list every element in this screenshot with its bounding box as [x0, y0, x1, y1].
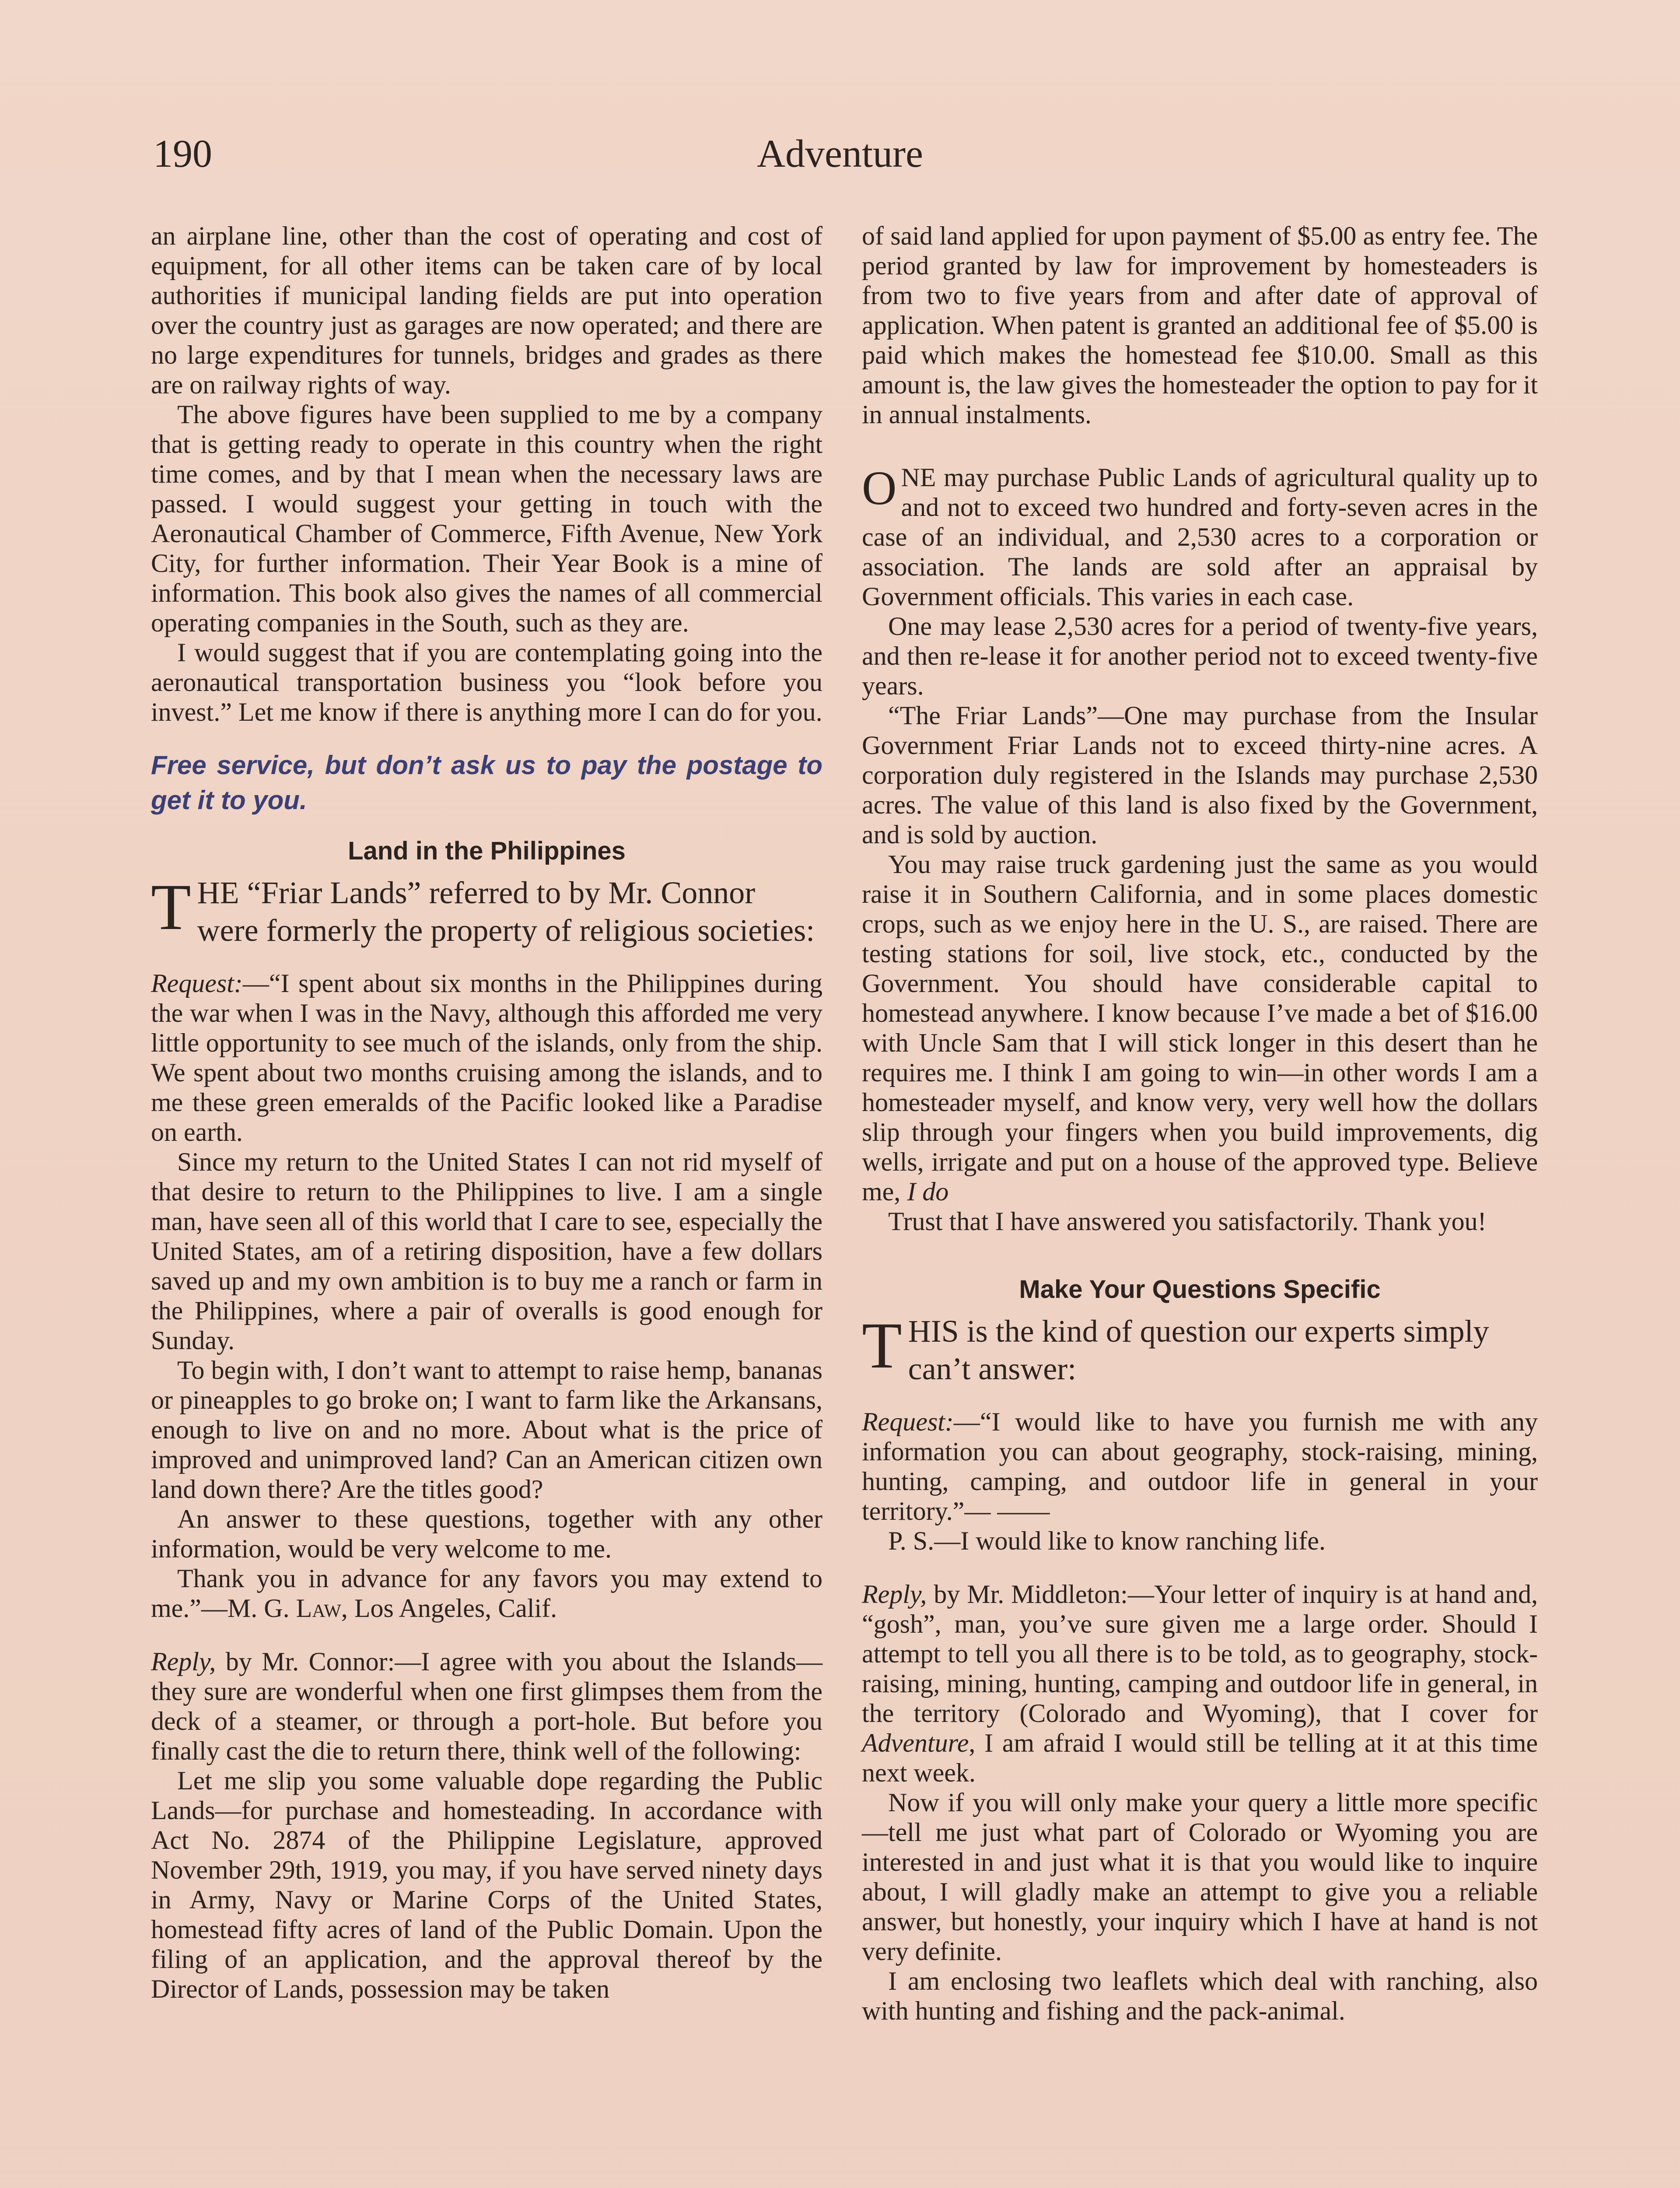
reply-text: by Mr. Connor:—I agree with you about the Islands—they sure are wonderful when one first glimpses them from the deck of a steamer, or through a port-hole. But before you finally cast the die to return there, think well of the following: — [151, 1647, 822, 1765]
paragraph: I am enclosing two leaflets which deal with ranching, also with hunting and fishing and the pack-animal. — [862, 1967, 1538, 2025]
request-label: Request: — [862, 1407, 954, 1436]
paragraph: Let me slip you some valuable dope regarding the Public Lands—for purchase and homesteading. In accordance with Act No. 2874 of the Philippine Legislature, approved November 29th, 1919, you may, if you have served ninety days in Army, Navy or Marine Corps of the United States, homestead fifty acres of land of the Public Domain. Upon the filing of an application, and the approval thereof by the Director of Lands, possession may be taken — [151, 1766, 822, 2003]
magazine-title: Adventure — [862, 1729, 969, 1757]
drop-cap: T — [151, 871, 191, 943]
paragraph — [862, 849, 1538, 1206]
signoff-text: Thank you in advance for any favors you may extend to me.”—M. G. — [151, 1564, 822, 1623]
lead-paragraph — [151, 871, 822, 949]
paragraph-text: You may raise truck gardening just the same as you would raise it in Southern California, and in some places domestic crops, such as we enjoy here in the U. S., are raised. There are testing stations for soil, live stock, etc., conducted by the Government. You should have considerable capital to homestead anywhere. I know because I’ve made a bet of $16.00 with Uncle Sam that I will stick longer in this desert than he requires me. I think I am going to win—in other words I am a homesteader myself, and know very, very well how the dollars slip through your fingers when you build improvements, dig wells, irrigate and put on a house of the approved type. Believe me, — [862, 850, 1538, 1206]
drop-cap: O — [862, 461, 897, 515]
page-number: 190 — [153, 132, 212, 175]
reply-paragraph — [862, 1579, 1538, 1788]
paragraph: To begin with, I don’t want to attempt to raise hemp, bananas or pineapples to go broke on; I want to farm like the Arkansans, enough to live on and no more. About what is the price of improved and unimproved land? Can an American citizen own land down there? Are the titles good? — [151, 1356, 822, 1504]
signoff-name: Law — [296, 1594, 341, 1623]
paragraph: “The Friar Lands”—One may purchase from the Insular Government Friar Lands not to exceed thirty-nine acres. A corporation duly registered in the Islands may purchase 2,530 acres. The value of this land is also fixed by the Government, and is sold by auction. — [862, 701, 1538, 849]
request-text: —“I would like to have you furnish me with any information you can about geography, stock-raising, mining, hunting, camping, and outdoor life in general in your territory.”— —— — [862, 1407, 1538, 1525]
paragraph: Now if you will only make your query a little more specific—tell me just what part of Colorado or Wyoming you are interested in and just what it is that you would like to inquire about, I will gladly make an attempt to give you a reliable answer, but honestly, your inquiry which I have at hand is not very definite. — [862, 1788, 1538, 1966]
reply-label: Reply, — [862, 1580, 927, 1609]
lead-text: NE may purchase Public Lands of agricultural quality up to and not to exceed two hundred and forty-seven acres in the case of an individual, and 2,530 acres to a corporation or association. The lands are sold after an appraisal by Government officials. This varies in each case. — [862, 463, 1538, 611]
signoff-paragraph — [151, 1564, 822, 1623]
paragraph: I would suggest that if you are contemplating going into the aeronautical transportation business you “look before you invest.” Let me know if there is anything more I can do for you. — [151, 638, 822, 726]
paragraph: An answer to these questions, together with any other information, would be very welcome to me. — [151, 1504, 822, 1563]
paragraph: The above figures have been supplied to me by a company that is getting ready to operate in this country when the right time comes, and by that I mean when the necessary laws are passed. I would suggest your getting in touch with the Aeronautical Chamber of Commerce, Fifth Avenue, New York City, for further information. Their Year Book is a mine of information. This book also gives the names of all commercial operating companies in the South, such as they are. — [151, 400, 822, 637]
paragraph: Since my return to the United States I can not rid myself of that desire to return to the Philippines to live. I am a single man, have seen all of this world that I care to see, especially the United States, am of a retiring disposition, have a few dollars saved up and my own ambition is to buy me a ranch or farm in the Philippines, where a pair of overalls is good enough for Sunday. — [151, 1147, 822, 1355]
paragraph: of said land applied for upon payment of $5.00 as entry fee. The period granted by law for improvement by homesteaders is from two to five years from and after date of approval of application. When patent is granted an additional fee of $5.00 is paid which makes the homestead fee $10.00. Small as this amount is, the law gives the homesteader the option to pay for it in annual instalments. — [862, 221, 1538, 429]
reply-label: Reply, — [151, 1647, 216, 1676]
request-paragraph — [862, 1407, 1538, 1526]
left-column — [151, 221, 822, 2004]
section-heading: Land in the Philippines — [348, 837, 626, 865]
postscript: P. S.—I would like to know ranching life. — [888, 1526, 1326, 1555]
paragraph: Trust that I have answered you satisfactorily. Thank you! — [888, 1207, 1487, 1236]
emphasis-text: I do — [907, 1177, 949, 1206]
request-label: Request: — [151, 969, 243, 998]
signoff-place: , Los Angeles, Calif. — [341, 1594, 557, 1623]
section-heading: Make Your Questions Specific — [1019, 1275, 1381, 1304]
lead-text: HE “Friar Lands” referred to by Mr. Connor were formerly the property of religious societies: — [197, 875, 815, 948]
lead-text: HIS is the kind of question our experts simply can’t answer: — [908, 1314, 1489, 1386]
lead-paragraph-2 — [862, 1309, 1538, 1388]
lead-paragraph — [862, 463, 1538, 611]
reply-text: by Mr. Middleton:—Your letter of inquiry is at hand and, “gosh”, man, you’ve sure given me a large order. Should I attempt to tell you all there is to be told, as to geography, stock-raising, mining, hunting, camping and outdoor life in general, in the territory (Colorado and Wyoming), that I cover for — [862, 1580, 1538, 1728]
paragraph: One may lease 2,530 acres for a period of twenty-five years, and then re-lease it for another period not to exceed twenty-five years. — [862, 612, 1538, 700]
reply-paragraph — [151, 1647, 822, 1766]
request-text: —“I spent about six months in the Philippines during the war when I was in the Navy, although this afforded me very little opportunity to see much of the islands, only from the ship. We spent about two months cruising among the islands, and to me these green emeralds of the Pacific looked like a Paradise on earth. — [151, 969, 822, 1147]
running-head: Adventure — [757, 132, 923, 175]
drop-cap: T — [862, 1309, 902, 1382]
service-note: Free service, but don’t ask us to pay the postage to get it to you. — [151, 750, 822, 815]
right-column — [862, 221, 1538, 2026]
request-paragraph — [151, 968, 822, 1147]
paragraph: an airplane line, other than the cost of operating and cost of equipment, for all other items can be taken care of by local authorities if municipal landing fields are put into operation over the country just as garages are now operated; and there are no large expenditures for tunnels, bridges and grades as there are on railway rights of way. — [151, 221, 822, 399]
reply-text-2: , I am afraid I would still be telling at it at this time next week. — [862, 1729, 1538, 1787]
